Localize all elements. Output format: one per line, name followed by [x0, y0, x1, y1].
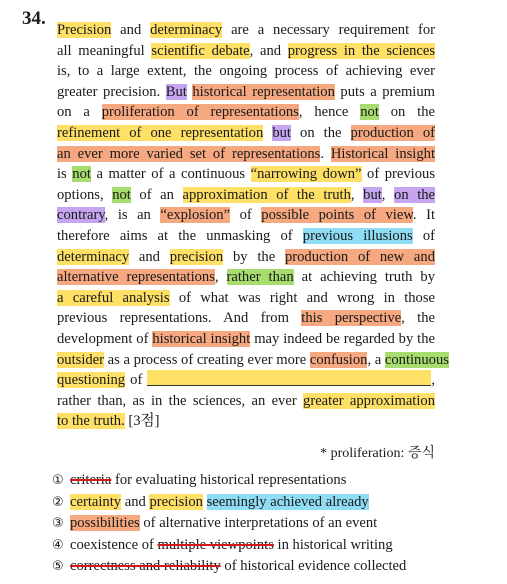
choice-number: ⑤: [52, 559, 64, 574]
text-run: coexistence of: [70, 536, 158, 553]
passage-line: [57, 350, 449, 371]
text-run: and: [111, 22, 151, 38]
text-run: ,: [214, 269, 227, 286]
text-run: [263, 125, 272, 141]
highlighted-text: outsider: [57, 351, 105, 368]
highlighted-text: “narrowing down”: [250, 166, 362, 183]
struck-text: multiple viewpoints: [157, 536, 274, 553]
highlighted-text: continuous: [384, 351, 449, 368]
highlighted-text: but: [363, 186, 382, 203]
text-run: . It: [412, 207, 435, 224]
passage-line: [57, 370, 435, 391]
highlighted-text: approximation of the truth: [182, 186, 351, 203]
passage-line: [57, 123, 435, 144]
passage-line: [57, 185, 435, 206]
highlighted-text: rather than: [226, 269, 294, 286]
choice-item[interactable]: [52, 470, 346, 491]
highlighted-text: Precision: [57, 22, 112, 38]
passage-line: [57, 41, 435, 62]
highlighted-text: but: [272, 125, 291, 141]
highlighted-text: historical insight: [152, 331, 251, 347]
choice-number: ①: [52, 473, 64, 488]
highlighted-text: possibilities: [70, 515, 140, 531]
text-run: at achieving truth by: [293, 269, 435, 286]
text-run: of: [125, 372, 148, 389]
text-run: is, to a large extent, the ongoing process of achieving ever: [57, 63, 435, 80]
passage-line: [57, 411, 435, 432]
text-run: ,: [350, 186, 364, 203]
passage-line: [57, 391, 435, 412]
text-run: on the: [378, 104, 435, 121]
highlighted-text: Historical insight: [330, 145, 436, 162]
text-run: as a process of creating ever more: [104, 351, 310, 368]
highlighted-text: an ever more varied set of representations: [57, 145, 321, 162]
highlighted-text: historical representation: [192, 83, 335, 100]
highlighted-text: progress in the sciences: [287, 42, 435, 59]
text-run: , is an: [104, 207, 161, 224]
text-run: of: [230, 207, 262, 224]
highlighted-text: certainty: [70, 493, 122, 510]
text-run: may indeed be regarded by the: [250, 331, 435, 347]
passage-line: [57, 144, 435, 165]
highlighted-text: seemingly achieved already: [206, 493, 369, 510]
text-run: of alternative interpretations of an event: [139, 515, 378, 531]
highlighted-text: possible points of view: [261, 207, 413, 224]
choice-number: ②: [52, 494, 64, 510]
text-run: greater precision.: [57, 83, 166, 100]
text-run: of what was right and wrong in those: [169, 289, 435, 306]
text-run: , and: [249, 42, 288, 59]
passage-line: [57, 247, 435, 268]
text-run: and: [121, 493, 150, 510]
highlighted-text: determinacy: [57, 248, 130, 265]
highlighted-text: alternative representations: [57, 269, 215, 286]
highlighted-text: confusion: [309, 351, 368, 368]
highlighted-text: not: [112, 186, 131, 203]
passage-line: [57, 82, 435, 103]
highlighted-text: precision: [149, 493, 203, 510]
highlighted-text: refinement of one representation: [57, 125, 264, 141]
choice-item[interactable]: [52, 492, 369, 513]
passage-line: [57, 61, 435, 82]
highlighted-text: this perspective: [301, 310, 402, 327]
text-run: is: [57, 166, 73, 183]
text-run: ,: [431, 372, 435, 389]
highlighted-text: production of new and: [284, 248, 436, 265]
passage-line: [57, 205, 435, 226]
text-run: previous representations. And from: [57, 310, 302, 327]
text-run: [3점]: [124, 413, 160, 430]
passage-line: [57, 329, 435, 350]
passage-line: [57, 267, 435, 288]
text-run: of previous: [361, 166, 436, 183]
passage-line: [57, 308, 435, 329]
text-run: of: [412, 228, 435, 244]
text-run: by the: [223, 248, 285, 265]
text-run: for evaluating historical representations: [111, 472, 347, 488]
highlighted-text: determinacy: [150, 22, 223, 38]
text-run: a matter of a continuous: [90, 166, 251, 183]
answer-blank: [147, 370, 431, 386]
highlighted-text: “explosion”: [160, 207, 231, 224]
text-run: rather than, as in the sciences, an ever: [57, 392, 304, 409]
highlighted-text: greater approximation: [303, 392, 436, 409]
text-run: therefore aims at the unmasking of: [57, 228, 303, 244]
choice-number: ③: [52, 516, 64, 531]
passage-line: [57, 226, 435, 247]
highlighted-text: precision: [169, 248, 224, 265]
highlighted-text: production of: [350, 125, 435, 141]
text-run: are a necessary requirement for: [222, 22, 435, 38]
highlighted-text: proliferation of representations: [101, 104, 299, 121]
text-run: , a: [367, 351, 385, 368]
footnote: * proliferation: 증식: [320, 446, 435, 461]
highlighted-text: But: [165, 83, 187, 100]
text-run: .: [320, 145, 331, 162]
highlighted-text: on the: [394, 186, 436, 203]
text-run: on a: [57, 104, 102, 121]
question-number: 34.: [22, 8, 46, 29]
text-run: of an: [130, 186, 183, 203]
passage-line: [57, 20, 435, 41]
highlighted-text: a careful analysis: [57, 289, 170, 306]
text-run: on the: [290, 125, 351, 141]
highlighted-text: to the truth.: [57, 413, 125, 430]
text-run: of historical evidence collected: [220, 558, 407, 574]
text-run: ,: [381, 186, 395, 203]
text-run: , hence: [298, 104, 361, 121]
highlighted-text: contrary: [57, 207, 105, 224]
struck-text: correctness and reliability: [70, 558, 221, 574]
choice-item[interactable]: [52, 535, 393, 556]
text-run: in historical writing: [273, 536, 393, 553]
passage-line: [57, 288, 435, 309]
choice-item[interactable]: [52, 513, 377, 534]
passage-line: [57, 102, 435, 123]
highlighted-text: not: [360, 104, 379, 121]
struck-text: criteria: [70, 472, 112, 488]
highlighted-text: questioning: [57, 372, 126, 389]
highlighted-text: scientific debate: [151, 42, 250, 59]
text-run: and: [129, 248, 170, 265]
choice-number: ④: [52, 537, 64, 553]
text-run: options,: [57, 186, 113, 203]
highlighted-text: previous illusions: [302, 228, 413, 244]
text-run: all meaningful: [57, 42, 152, 59]
choice-item[interactable]: [52, 556, 406, 577]
text-run: puts a premium: [334, 83, 435, 100]
passage-line: [57, 164, 435, 185]
text-run: , the: [401, 310, 435, 327]
highlighted-text: not: [72, 166, 91, 183]
text-run: development of: [57, 331, 153, 347]
